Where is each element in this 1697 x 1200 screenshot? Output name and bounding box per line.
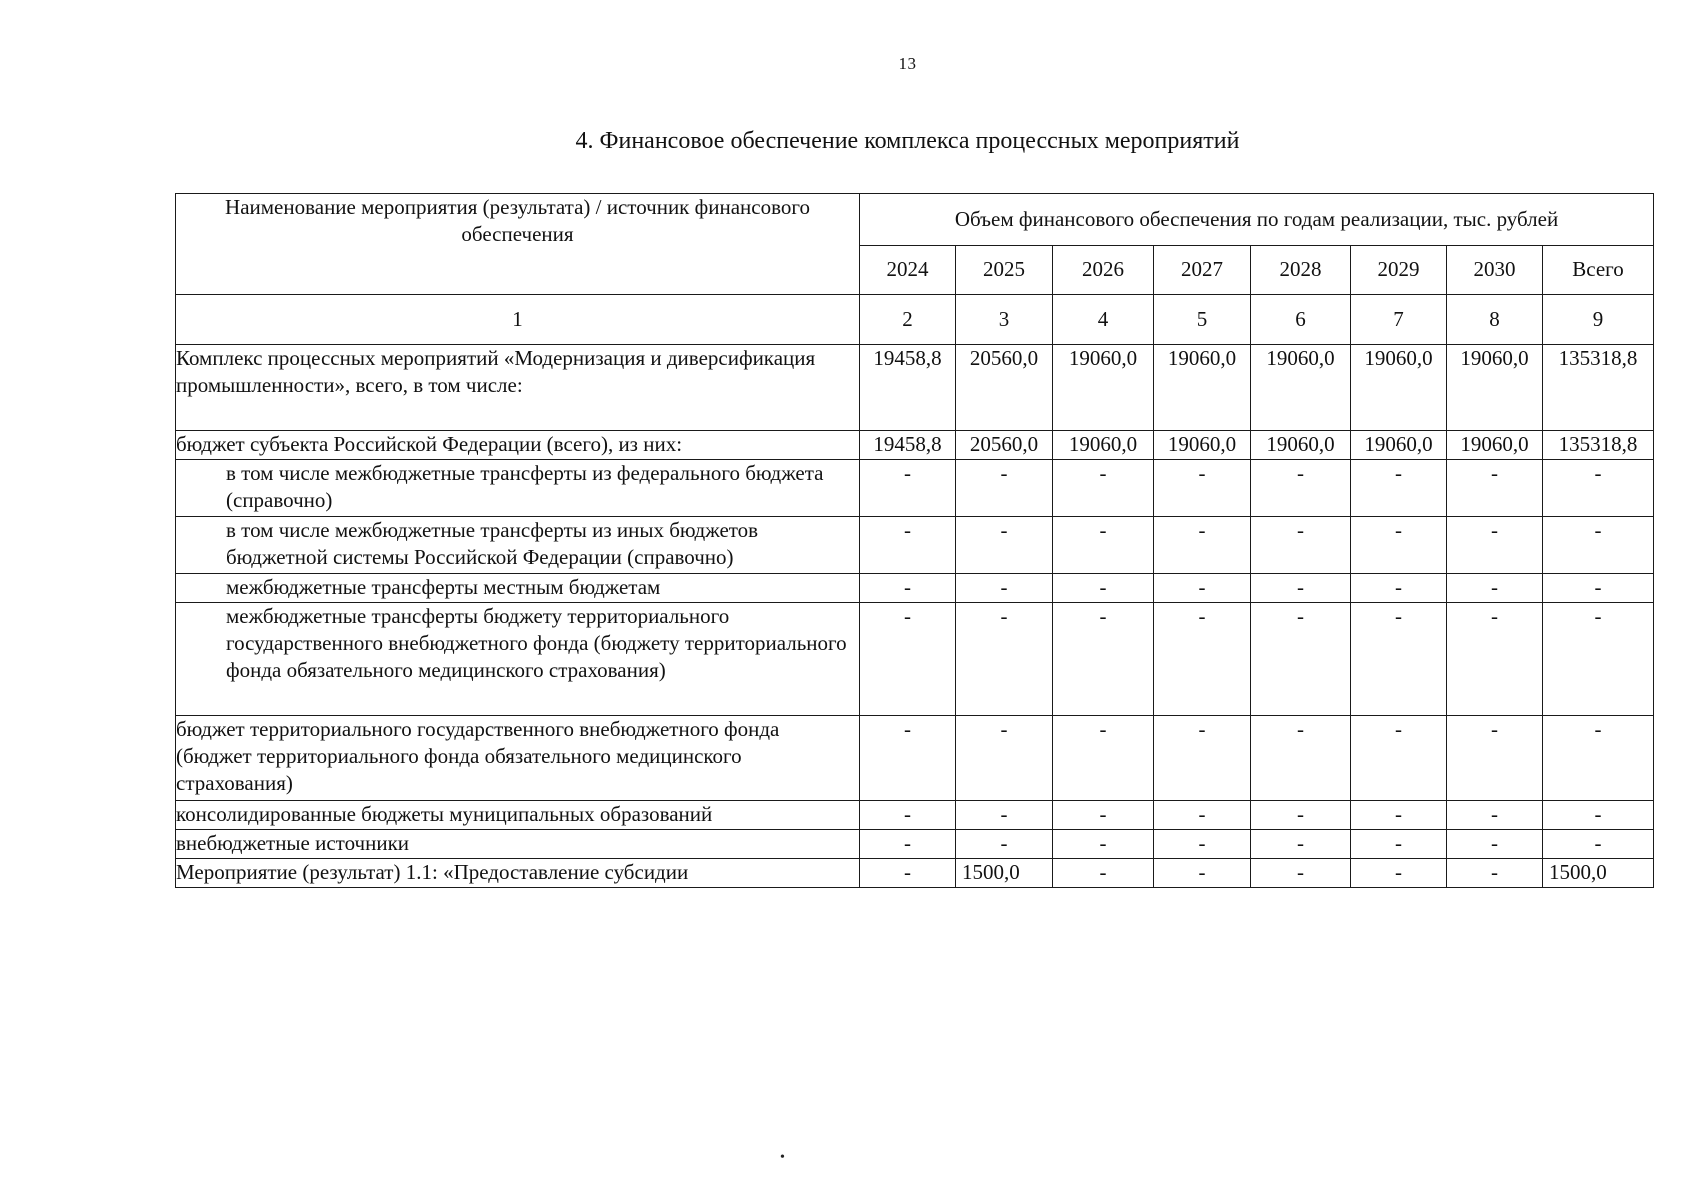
value-cell: - [1251,460,1351,517]
value-cell: - [1251,830,1351,859]
value-cell: - [1447,830,1543,859]
value-cell: 19060,0 [1053,431,1154,460]
value-cell: - [860,517,956,574]
row-name-cell: бюджет субъекта Российской Федерации (всего), из них: [176,431,860,460]
column-number: 8 [1447,295,1543,345]
row-name-cell: в том числе межбюджетные трансферты из иных бюджетов бюджетной системы Российской Федерации (справочно) [176,517,860,574]
value-cell: - [860,801,956,830]
value-cell: - [1053,603,1154,716]
table-row [176,574,1654,603]
value-cell: - [1053,574,1154,603]
year-header-2026: 2026 [1053,245,1154,295]
value-cell: - [1251,574,1351,603]
column-number: 3 [956,295,1053,345]
value-cell: 20560,0 [956,431,1053,460]
value-cell: - [1447,859,1543,888]
row-name-cell: внебюджетные источники [176,830,860,859]
value-cell: - [956,801,1053,830]
value-cell: - [956,460,1053,517]
value-cell: 19060,0 [1154,431,1251,460]
value-cell: 19060,0 [1351,431,1447,460]
value-cell: - [956,517,1053,574]
value-cell: - [1351,859,1447,888]
year-header-2027: 2027 [1154,245,1251,295]
value-cell: - [1053,517,1154,574]
value-cell: - [1351,603,1447,716]
year-header-2025: 2025 [956,245,1053,295]
value-cell: - [956,830,1053,859]
table-row [176,859,1654,888]
table-row [176,517,1654,574]
table-row [176,830,1654,859]
column-number: 6 [1251,295,1351,345]
column-number: 7 [1351,295,1447,345]
table-row [176,716,1654,801]
value-cell: - [1447,460,1543,517]
value-cell: - [1543,801,1654,830]
year-header-2030: 2030 [1447,245,1543,295]
table-row [176,603,1654,716]
value-cell: - [1351,460,1447,517]
value-cell: - [1154,830,1251,859]
value-cell: - [860,830,956,859]
value-cell: - [1251,859,1351,888]
value-cell: 19060,0 [1154,345,1251,431]
value-cell: - [1543,830,1654,859]
column-number: 1 [176,295,860,345]
column-number: 5 [1154,295,1251,345]
value-cell: - [1543,517,1654,574]
value-cell: - [956,603,1053,716]
column-number: 2 [860,295,956,345]
value-cell: 19060,0 [1447,345,1543,431]
value-cell: - [1053,460,1154,517]
table-row [176,345,1654,431]
value-cell: 135318,8 [1543,345,1654,431]
row-name-cell: бюджет территориального государственного внебюджетного фонда (бюджет территориального фонда обязательного медицинского страхования) [176,716,860,801]
value-cell: - [1053,859,1154,888]
value-cell: 19060,0 [1351,345,1447,431]
value-cell: - [1351,716,1447,801]
value-cell: 19060,0 [1251,431,1351,460]
year-header-total: Всего [1543,245,1654,295]
value-cell: - [1447,517,1543,574]
value-cell: - [1154,716,1251,801]
value-cell: 19458,8 [860,431,956,460]
value-cell: - [1154,801,1251,830]
value-cell: 19060,0 [1053,345,1154,431]
column-number-row [176,295,1654,345]
value-cell: - [1053,801,1154,830]
column-number: 4 [1053,295,1154,345]
value-cell: - [1154,603,1251,716]
column-number: 9 [1543,295,1654,345]
value-cell: - [1447,716,1543,801]
value-cell: - [1447,801,1543,830]
value-cell: - [1351,801,1447,830]
row-name-cell: Мероприятие (результат) 1.1: «Предоставление субсидии [176,859,860,888]
row-name-cell: в том числе межбюджетные трансферты из федерального бюджета (справочно) [176,460,860,517]
table-row [176,460,1654,517]
value-cell: - [1543,460,1654,517]
value-cell: - [1351,574,1447,603]
value-cell: - [1543,716,1654,801]
value-cell: - [1251,716,1351,801]
value-cell: 19458,8 [860,345,956,431]
value-cell: - [956,574,1053,603]
value-cell: 1500,0 [956,859,1053,888]
section-title: 4. Финансовое обеспечение комплекса процессных мероприятий [575,128,1240,154]
value-cell: - [1154,574,1251,603]
value-cell: 135318,8 [1543,431,1654,460]
year-header-2024: 2024 [860,245,956,295]
value-cell: - [1447,603,1543,716]
funding-volume-header: Объем финансового обеспечения по годам реализации, тыс. рублей [860,194,1654,246]
value-cell: - [1154,460,1251,517]
value-cell: - [1251,603,1351,716]
value-cell: 1500,0 [1543,859,1654,888]
financing-table [175,193,1654,888]
value-cell: - [860,603,956,716]
value-cell: - [1053,830,1154,859]
value-cell: - [956,716,1053,801]
name-column-header: Наименование мероприятия (результата) / источник финансового обеспечения [176,194,860,295]
value-cell: - [860,574,956,603]
table-row [176,431,1654,460]
value-cell: - [1154,859,1251,888]
row-name-cell: консолидированные бюджеты муниципальных образований [176,801,860,830]
financing-table-container [175,193,1653,888]
value-cell: - [1053,716,1154,801]
row-name-cell: межбюджетные трансферты бюджету территориального государственного внебюджетного фонда (бюджету территориального фонда обязательного медицинского страхования) [176,603,860,716]
scan-speck: • [780,1150,785,1165]
row-name-cell: Комплекс процессных мероприятий «Модернизация и диверсификация промышленности», всего, в том числе: [176,345,860,431]
value-cell: 20560,0 [956,345,1053,431]
value-cell: - [860,859,956,888]
value-cell: - [1543,603,1654,716]
value-cell: - [860,460,956,517]
value-cell: - [1351,517,1447,574]
row-name-cell: межбюджетные трансферты местным бюджетам [176,574,860,603]
value-cell: - [1447,574,1543,603]
year-header-2028: 2028 [1251,245,1351,295]
value-cell: - [1543,574,1654,603]
page-number: 13 [898,54,917,73]
year-header-2029: 2029 [1351,245,1447,295]
value-cell: - [1154,517,1251,574]
value-cell: - [1351,830,1447,859]
value-cell: - [1251,801,1351,830]
value-cell: 19060,0 [1251,345,1351,431]
table-body [176,345,1654,888]
table-row [176,801,1654,830]
value-cell: - [1251,517,1351,574]
value-cell: - [860,716,956,801]
value-cell: 19060,0 [1447,431,1543,460]
